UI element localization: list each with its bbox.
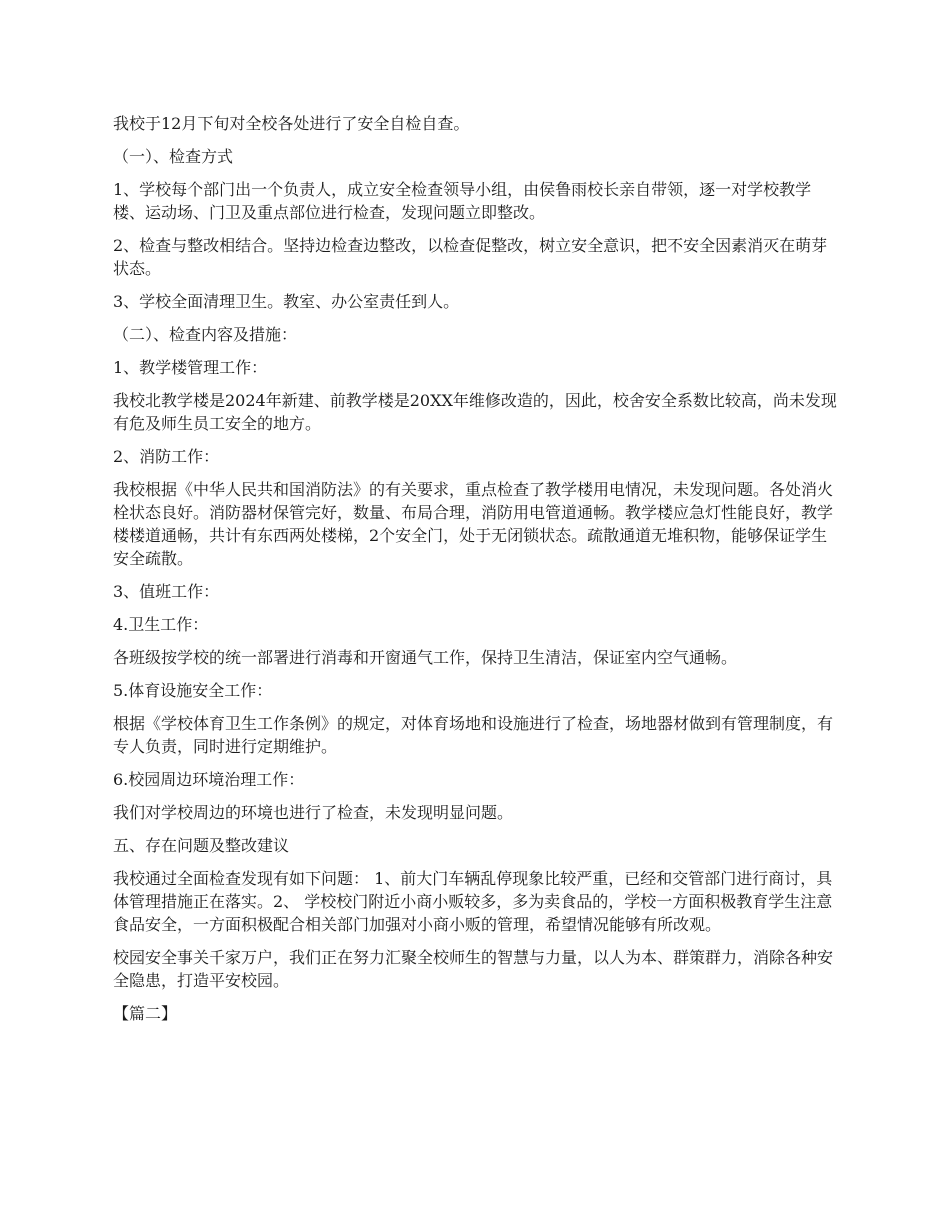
method-item-2: 2、检查与整改相结合。坚持边检查边整改，以检查促整改，树立安全意识，把不安全因素消灭在萌芽状态。 <box>113 236 828 278</box>
section-heading-problems: 五、存在问题及整改建议 <box>113 836 290 855</box>
conclusion-paragraph: 校园安全事关千家万户，我们正在努力汇聚全校师生的智慧与力量，以人为本、群策群力，消除各种安全隐患，打造平安校园。 <box>113 948 834 990</box>
teaching-building-paragraph: 我校北教学楼是2024年新建、前教学楼是20XX年维修改造的，因此，校舍安全系数比较高，尚未发现有危及师生员工安全的地方。 <box>113 391 837 433</box>
subheading-sports-facilities: 5.体育设施安全工作： <box>113 681 273 700</box>
method-item-1: 1、学校每个部门出一个负责人，成立安全检查领导小组，由侯鲁雨校长亲自带领，逐一对学校教学楼、运动场、门卫及重点部位进行检查，发现问题立即整改。 <box>113 180 812 222</box>
method-item-3: 3、学校全面清理卫生。教室、办公室责任到人。 <box>113 292 460 311</box>
problems-paragraph: 我校通过全面检查发现有如下问题： 1、前大门车辆乱停现象比较严重，已经和交管部门进行商讨，具体管理措施正在落实。2、 学校校门附近小商小贩较多，多为卖食品的，学校一方面积极教育学生注意食品安全，一方面积极配合相关部门加强对小商小贩的管理，希望情况能够有所改观。 <box>113 869 833 934</box>
section-heading-inspection-content: （二）、检查内容及措施： <box>113 325 298 344</box>
part-two-heading: 【篇二】 <box>113 1004 178 1023</box>
document-body <box>113 112 838 1035</box>
section-heading-inspection-method: （一）、检查方式 <box>113 147 234 166</box>
sports-facilities-paragraph: 根据《学校体育卫生工作条例》的规定，对体育场地和设施进行了检查，场地器材做到有管理制度，有专人负责，同时进行定期维护。 <box>113 714 834 756</box>
subheading-hygiene: 4.卫生工作： <box>113 615 209 634</box>
subheading-teaching-building: 1、教学楼管理工作： <box>113 358 268 377</box>
intro-paragraph: 我校于12月下旬对全校各处进行了安全自检自查。 <box>113 114 470 133</box>
subheading-fire-safety: 2、消防工作： <box>113 447 220 466</box>
fire-safety-paragraph: 我校根据《中华人民共和国消防法》的有关要求，重点检查了教学楼用电情况，未发现问题。各处消火栓状态良好。消防器材保管完好，数量、布局合理，消防用电管道通畅。教学楼应急灯性能良好，教学楼楼道通畅，共计有东西两处楼梯，2个安全门，处于无闭锁状态。疏散通道无堆积物，能够保证学生安全疏散。 <box>113 480 834 568</box>
subheading-duty-work: 3、值班工作： <box>113 582 220 601</box>
surroundings-paragraph: 我们对学校周边的环境也进行了检查，未发现明显问题。 <box>113 803 514 822</box>
subheading-surroundings: 6.校园周边环境治理工作： <box>113 770 305 789</box>
hygiene-paragraph: 各班级按学校的统一部署进行消毒和开窗通气工作，保持卫生清洁，保证室内空气通畅。 <box>113 648 738 667</box>
